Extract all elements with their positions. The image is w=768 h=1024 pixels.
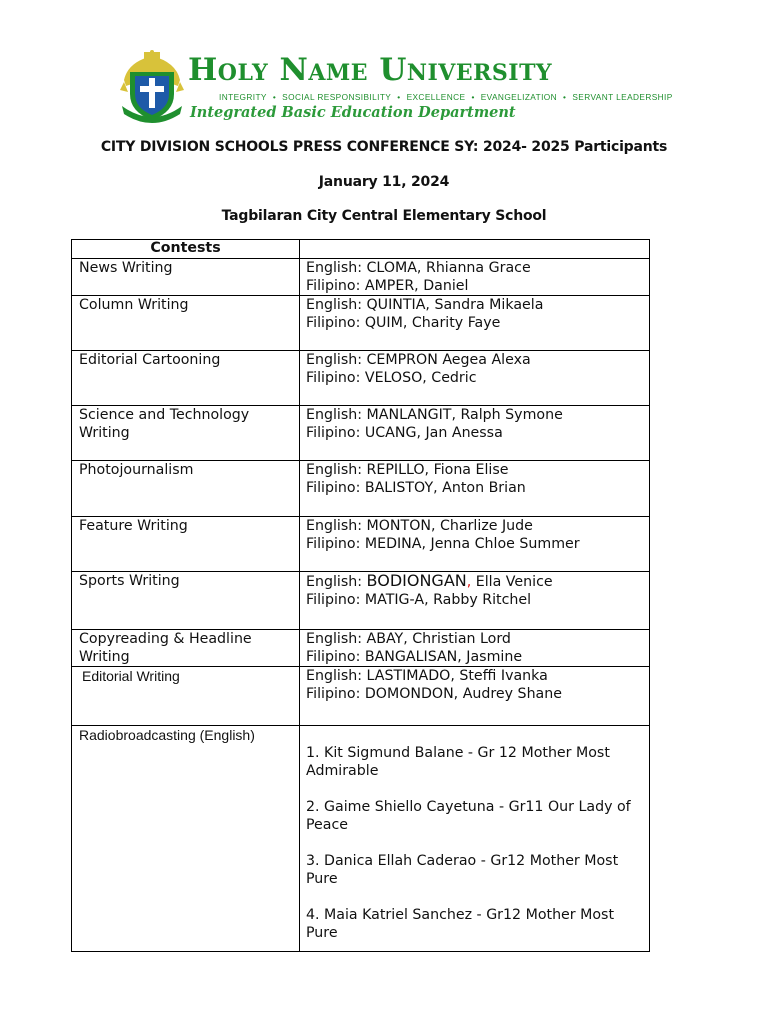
filipino-participant: Filipino: QUIM, Charity Faye: [306, 315, 501, 331]
contest-name: Editorial Writing: [72, 667, 300, 726]
english-participant: English: MANLANGIT, Ralph Symone: [306, 407, 563, 423]
table-header-row: [72, 240, 650, 259]
university-name: Holy Name University: [188, 52, 553, 88]
participant-cell: [300, 517, 650, 572]
contest-name: Science and Technology Writing: [72, 406, 300, 461]
contest-name: Column Writing: [72, 296, 300, 351]
filipino-participant: Filipino: UCANG, Jan Anessa: [306, 425, 503, 441]
table-row: [72, 461, 650, 517]
english-prefix: English:: [306, 574, 367, 590]
participant-cell: [300, 296, 650, 351]
table-row: [72, 296, 650, 351]
participants-column-header: [300, 240, 650, 259]
filipino-participant: Filipino: BANGALISAN, Jasmine: [306, 649, 523, 665]
contest-name: Sports Writing: [72, 572, 300, 630]
table-row: [72, 259, 650, 296]
list-item: 2. Gaime Shiello Cayetuna - Gr11 Our Lady of Peace: [306, 799, 631, 833]
spellcheck-comma: ,: [466, 574, 472, 590]
participant-cell: [300, 667, 650, 726]
contest-name: Photojournalism: [72, 461, 300, 517]
participant-cell: [300, 726, 650, 952]
list-item: 3. Danica Ellah Caderao - Gr12 Mother Most Pure: [306, 853, 619, 887]
separator-dot: •: [471, 92, 475, 102]
core-value: INTEGRITY: [219, 92, 267, 102]
separator-dot: •: [272, 92, 277, 102]
english-participant: English: MONTON, Charlize Jude: [306, 518, 533, 534]
table-row: [72, 726, 650, 952]
core-values: [219, 92, 673, 102]
contest-name: Radiobroadcasting (English): [72, 726, 300, 952]
university-seal-logo: [120, 50, 184, 124]
table-row: [72, 517, 650, 572]
separator-dot: •: [397, 92, 401, 102]
table-row: [72, 667, 650, 726]
filipino-participant: Filipino: AMPER, Daniel: [306, 278, 469, 294]
english-surname: BODIONGAN: [366, 571, 467, 590]
list-item: 4. Maia Katriel Sanchez - Gr12 Mother Most Pure: [306, 907, 615, 941]
participant-cell: [300, 259, 650, 296]
english-participant: English: QUINTIA, Sandra Mikaela: [306, 297, 544, 313]
separator-dot: •: [563, 92, 567, 102]
english-participant: English: REPILLO, Fiona Elise: [306, 462, 509, 478]
table-row: [72, 351, 650, 406]
english-participant: English: CLOMA, Rhianna Grace: [306, 260, 531, 276]
filipino-participant: Filipino: DOMONDON, Audrey Shane: [306, 686, 562, 702]
participant-cell: [300, 461, 650, 517]
letterhead: [120, 48, 673, 126]
english-participant: English: ABAY, Christian Lord: [306, 631, 511, 647]
table-row: [72, 406, 650, 461]
list-item: 1. Kit Sigmund Balane - Gr 12 Mother Most Admirable: [306, 745, 610, 779]
english-participant: [306, 572, 643, 591]
core-value: EVANGELIZATION: [480, 92, 558, 102]
contest-name: Copyreading & Headline Writing: [72, 630, 300, 667]
participant-cell: [300, 572, 650, 630]
english-given-name: Ella Venice: [471, 574, 553, 590]
event-venue: Tagbilaran City Central Elementary School: [221, 208, 547, 224]
table-row: [72, 630, 650, 667]
table-row: [72, 572, 650, 630]
event-date: January 11, 2024: [318, 174, 450, 190]
core-value: SERVANT LEADERSHIP: [572, 92, 673, 102]
english-participant: English: LASTIMADO, Steffi Ivanka: [306, 668, 548, 684]
department-name: Integrated Basic Education Department: [190, 104, 516, 121]
filipino-participant: Filipino: MATIG-A, Rabby Ritchel: [306, 592, 532, 608]
participant-cell: [300, 351, 650, 406]
filipino-participant: Filipino: BALISTOY, Anton Brian: [306, 480, 526, 496]
filipino-participant: Filipino: VELOSO, Cedric: [306, 370, 477, 386]
filipino-participant: Filipino: MEDINA, Jenna Chloe Summer: [306, 536, 580, 552]
core-value: SOCIAL RESPONSIBILITY: [282, 92, 392, 102]
english-participant: English: CEMPRON Aegea Alexa: [306, 352, 531, 368]
participant-cell: [300, 406, 650, 461]
participants-table: [71, 239, 650, 952]
contest-name: Feature Writing: [72, 517, 300, 572]
core-value: EXCELLENCE: [406, 92, 466, 102]
document-title: CITY DIVISION SCHOOLS PRESS CONFERENCE SY: 2024- 2025 Participants: [100, 139, 668, 155]
contest-name: Editorial Cartooning: [72, 351, 300, 406]
participant-cell: [300, 630, 650, 667]
radio-participant-list: [306, 726, 643, 942]
contests-column-header: Contests: [72, 240, 300, 259]
contest-name: News Writing: [72, 259, 300, 296]
